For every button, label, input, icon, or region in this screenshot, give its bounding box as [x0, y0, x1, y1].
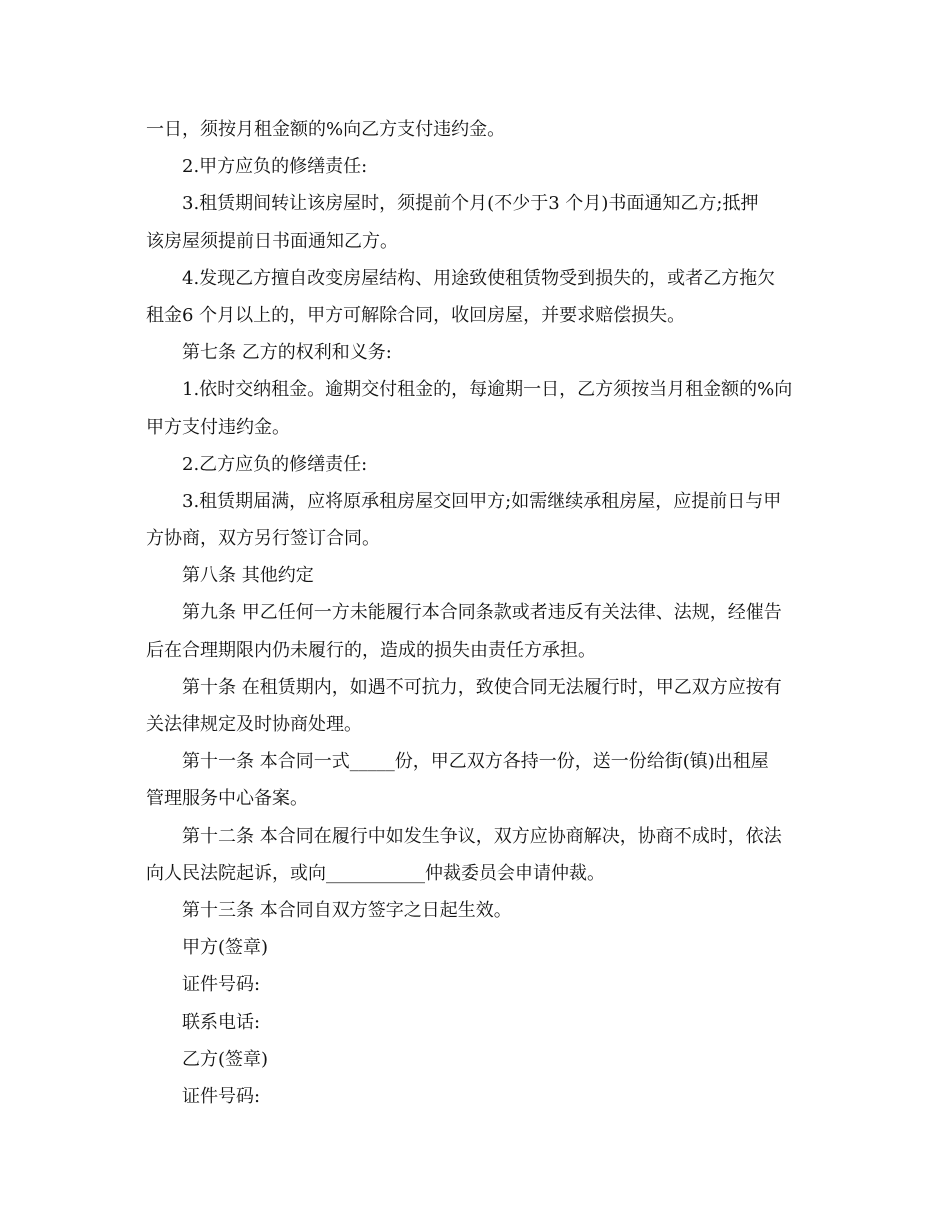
text-line: 第十条 在租赁期内，如遇不可抗力，致使合同无法履行时，甲乙双方应按有 [182, 676, 782, 698]
signature-field: 乙方(签章) [182, 1048, 269, 1070]
text-line: 第十二条 本合同在履行中如发生争议，双方应协商解决，协商不成时，依法 [182, 825, 782, 847]
document-body [146, 111, 826, 1115]
text-line: 甲方支付违约金。 [146, 416, 290, 438]
text-line: 该房屋须提前日书面通知乙方。 [146, 230, 398, 252]
text-line: 管理服务中心备案。 [146, 788, 308, 810]
text-line: 3.租赁期间转让该房屋时，须提前个月(不少于3 个月)书面通知乙方;抵押 [182, 193, 759, 215]
text-line: 2.甲方应负的修缮责任: [182, 156, 368, 178]
text-line: 4.发现乙方擅自改变房屋结构、用途致使租赁物受到损失的，或者乙方拖欠 [182, 267, 776, 289]
signature-field: 甲方(签章) [182, 937, 269, 959]
text-line: 第十一条 本合同一式_____份，甲乙双方各持一份，送一份给街(镇)出租屋 [182, 751, 769, 773]
text-line: 租金6 个月以上的，甲方可解除合同，收回房屋，并要求赔偿损失。 [146, 304, 686, 326]
text-line: 后在合理期限内仍未履行的，造成的损失由责任方承担。 [146, 639, 596, 661]
text-line: 向人民法院起诉，或向___________仲裁委员会申请仲裁。 [146, 862, 605, 884]
signature-field: 联系电话: [182, 1011, 261, 1033]
text-line: 1.依时交纳租金。逾期交付租金的，每逾期一日，乙方须按当月租金额的%向 [182, 379, 793, 401]
text-line: 3.租赁期届满，应将原承租房屋交回甲方;如需继续承租房屋，应提前日与甲 [182, 490, 782, 512]
signature-field: 证件号码: [182, 1085, 261, 1107]
text-line: 一日，须按月租金额的%向乙方支付违约金。 [146, 119, 506, 140]
text-line: 方协商，双方另行签订合同。 [146, 528, 380, 550]
section-heading: 第七条 乙方的权利和义务: [182, 342, 392, 364]
signature-field: 证件号码: [182, 974, 261, 996]
text-line: 2.乙方应负的修缮责任: [182, 453, 368, 475]
text-line: 第九条 甲乙任何一方未能履行本合同条款或者违反有关法律、法规，经催告 [182, 602, 782, 624]
text-line: 关法律规定及时协商处理。 [146, 714, 362, 735]
section-heading: 第八条 其他约定 [182, 565, 314, 587]
text-line: 第十三条 本合同自双方签字之日起生效。 [182, 899, 512, 921]
